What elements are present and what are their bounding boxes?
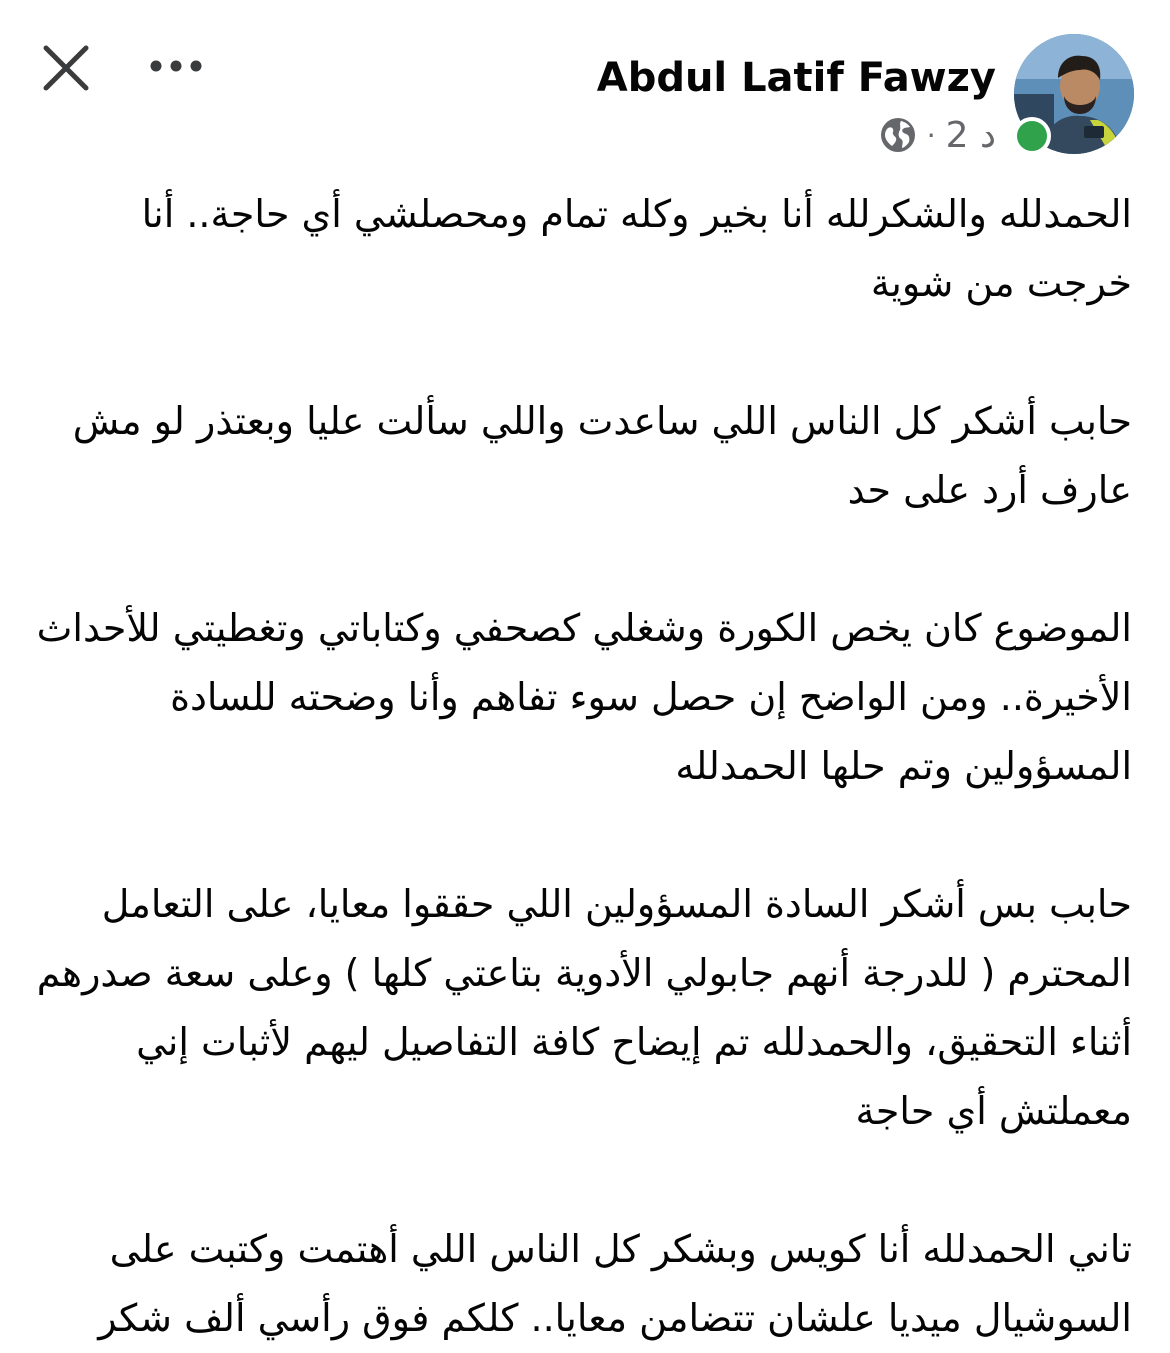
post-paragraph: الحمدلله والشكرلله أنا بخير وكله تمام ومحصلشي أي حاجة.. أنا خرجت من شوية <box>141 192 1132 305</box>
author-name[interactable]: Abdul Latif Fawzy <box>596 55 996 101</box>
post-text <box>30 180 1132 1353</box>
more-options-icon <box>148 54 204 78</box>
globe-icon <box>879 116 917 154</box>
post-paragraph: حابب بس أشكر السادة المسؤولين اللي حققوا معايا، على التعامل المحترم ( للدرجة أنهم جابولي الأدوية بتاعتي كلها ) وعلى سعة صدرهم أثناء التحقيق، والحمدلله تم إيضاح كافة التفاصيل ليهم لأثبات إني معملتش أي حاجة <box>36 882 1132 1133</box>
post-paragraph: تاني الحمدلله أنا كويس وبشكر كل الناس اللي أهتمت وكتبت على السوشيال ميديا علشان تتضامن معايا.. كلكم فوق رأسي ألف شكر <box>98 1227 1132 1340</box>
post-paragraph: حابب أشكر كل الناس اللي ساعدت واللي سألت عليا وبعتذر لو مش عارف أرد على حد <box>72 399 1132 512</box>
post-paragraph: الموضوع كان يخص الكورة وشغلي كصحفي وكتاباتي وتغطيتي للأحداث الأخيرة.. ومن الواضح إن حصل سوء تفاهم وأنا وضحته للسادة المسؤولين وتم حلها الحمدلله <box>36 606 1132 788</box>
meta-separator: · <box>926 118 936 152</box>
post-meta <box>879 112 996 158</box>
close-button[interactable] <box>40 42 92 94</box>
online-status-indicator <box>1013 117 1051 155</box>
close-icon <box>40 42 92 94</box>
post-time[interactable]: 2 د <box>945 114 996 156</box>
more-options-button[interactable] <box>148 54 204 78</box>
